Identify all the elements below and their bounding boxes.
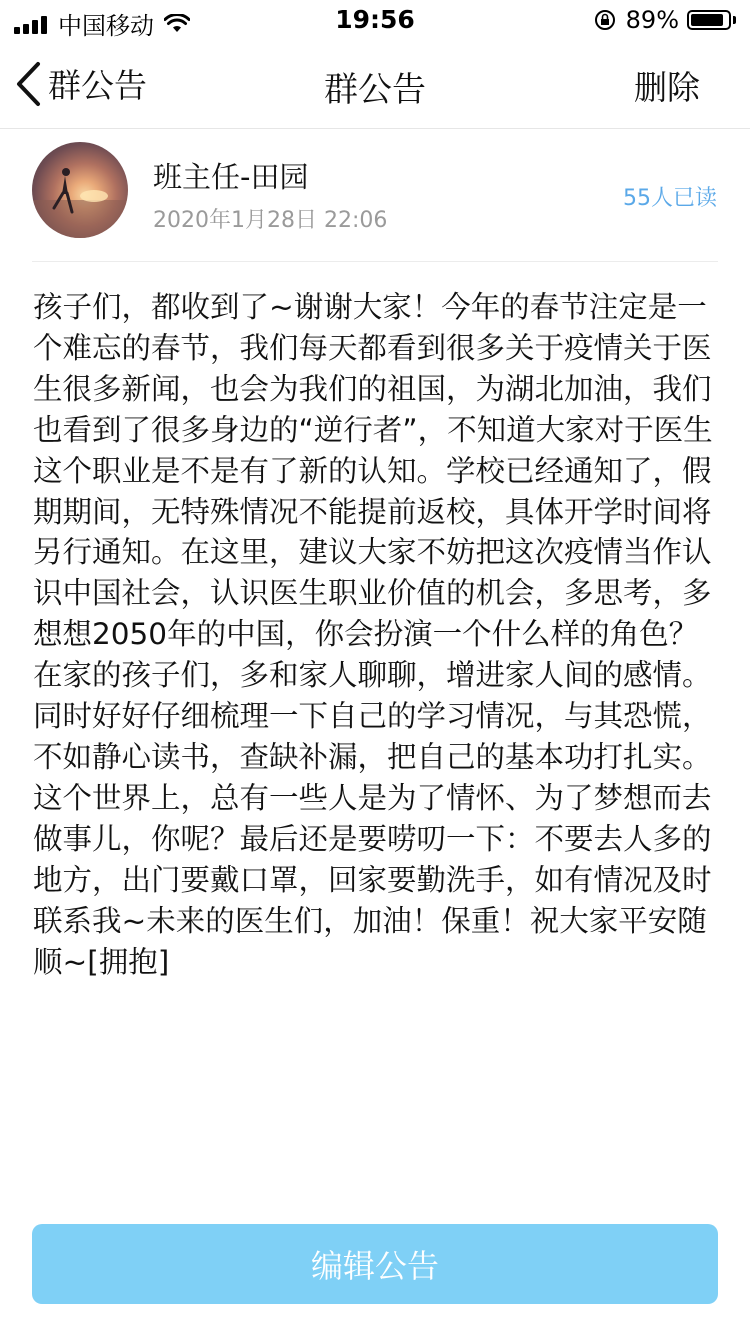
- avatar-image: [32, 142, 128, 238]
- carrier-label: 中国移动: [58, 12, 154, 40]
- back-button-label: 群公告: [48, 66, 147, 105]
- author-row: [0, 129, 750, 261]
- announcement-body: 孩子们，都收到了~谢谢大家！今年的春节注定是一个难忘的春节，我们每天都看到很多关于疫情关于医生很多新闻，也会为我们的祖国，为湖北加油，我们也看到了很多身边的“逆行者”，不知道大家对于医生这个职业是不是有了新的认知。学校已经通知了，假期期间，无特殊情况不能提前返校，具体开学时间将另行通知。在这里，建议大家不妨把这次疫情当作认识中国社会，认识医生职业价值的机会，多思考，多想想2050年的中国，你会扮演一个什么样的角色？在家的孩子们，多和家人聊聊，增进家人间的感情。同时好好仔细梳理一下自己的学习情况，与其恐慌，不如静心读书，查缺补漏，把自己的基本功打扎实。这个世界上，总有一些人是为了情怀、为了梦想而去做事儿，你呢？最后还是要唠叨一下：不要去人多的地方，出门要戴口罩，回家要勤洗手，如有情况及时联系我~未来的医生们，加油！保重！祝大家平安随顺~[拥抱]: [33, 290, 713, 979]
- delete-button[interactable]: 删除: [634, 68, 700, 107]
- nav-bar: [0, 40, 750, 129]
- avatar[interactable]: [32, 142, 128, 238]
- battery-icon: [687, 10, 731, 30]
- status-right: [594, 6, 736, 34]
- orientation-lock-icon: [594, 9, 616, 31]
- read-count-link[interactable]: 55人已读: [623, 186, 717, 211]
- divider: [32, 261, 718, 262]
- battery-percent: 89%: [625, 6, 679, 34]
- author-name: 班主任-田园: [153, 160, 309, 194]
- page-title: 群公告: [324, 70, 426, 110]
- battery-fill: [691, 14, 723, 26]
- status-time: 19:56: [335, 5, 415, 34]
- battery-tip: [733, 16, 736, 24]
- post-datetime: 2020年1月28日 22:06: [153, 208, 388, 233]
- edit-announcement-button[interactable]: 编辑公告: [32, 1224, 718, 1304]
- status-bar: [0, 0, 750, 40]
